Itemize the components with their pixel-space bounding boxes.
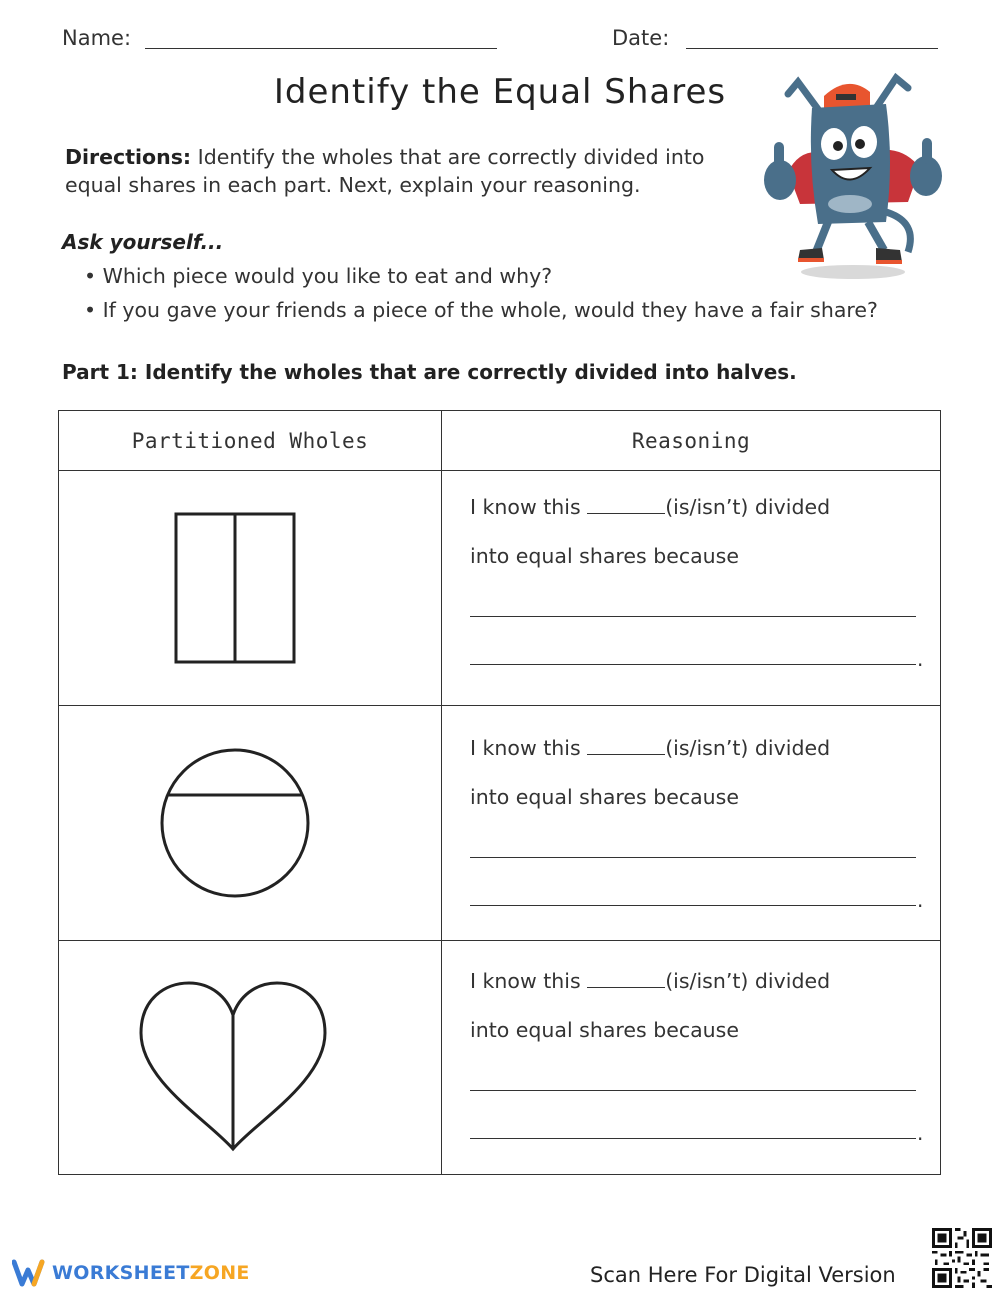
writing-line[interactable] [470,1138,916,1139]
date-label: Date: [612,26,670,50]
row-divider [59,705,940,706]
directions-line1: Identify the wholes that are correctly divided into [197,145,705,169]
part1-heading: Part 1: Identify the wholes that are correctly divided into halves. [62,360,797,384]
directions [65,143,755,199]
name-field[interactable] [145,48,497,49]
ask-bullet-2: • If you gave your friends a piece of the whole, would they have a fair share? [84,298,878,322]
mascot-illustration [758,72,958,282]
column-header-reasoning: Reasoning [631,429,751,453]
reason-line-because: into equal shares because [470,544,739,568]
directions-line2: equal shares in each part. Next, explain your reasoning. [65,173,641,197]
period: . [917,647,924,671]
answer-blank[interactable] [587,987,665,988]
writing-line[interactable] [470,905,916,906]
writing-line[interactable] [470,664,916,665]
heart-halves-shape [129,971,339,1156]
writing-line[interactable] [470,1090,916,1091]
date-field[interactable] [686,48,938,49]
ask-bullet-1: • Which piece would you like to eat and why? [84,264,553,288]
column-header-partitioned-wholes: Partitioned Wholes [131,429,369,453]
answer-blank[interactable] [587,513,665,514]
reason-line-know: I know this (is/isn’t) divided [470,969,831,993]
worksheetzone-logo-icon [12,1258,48,1288]
name-label: Name: [62,26,132,50]
directions-label: Directions: [65,145,192,169]
scan-text: Scan Here For Digital Version [590,1263,896,1287]
period: . [917,1121,924,1145]
writing-line[interactable] [470,616,916,617]
answer-blank[interactable] [587,754,665,755]
partition-table [58,410,941,1175]
reason-line-because: into equal shares because [470,785,739,809]
rectangle-halves-shape [159,501,299,671]
column-divider [441,411,442,1174]
reason-line-know: I know this (is/isn’t) divided [470,736,831,760]
worksheetzone-logo-text: WORKSHEETZONE [52,1262,250,1284]
row-divider [59,940,940,941]
writing-line[interactable] [470,857,916,858]
qr-code[interactable] [932,1228,992,1288]
worksheet-title: Identify the Equal Shares [273,72,727,112]
circle-unequal-shape [149,736,319,906]
reason-line-because: into equal shares because [470,1018,739,1042]
period: . [917,888,924,912]
ask-yourself-heading: Ask yourself... [62,230,224,254]
reason-line-know: I know this (is/isn’t) divided [470,495,831,519]
